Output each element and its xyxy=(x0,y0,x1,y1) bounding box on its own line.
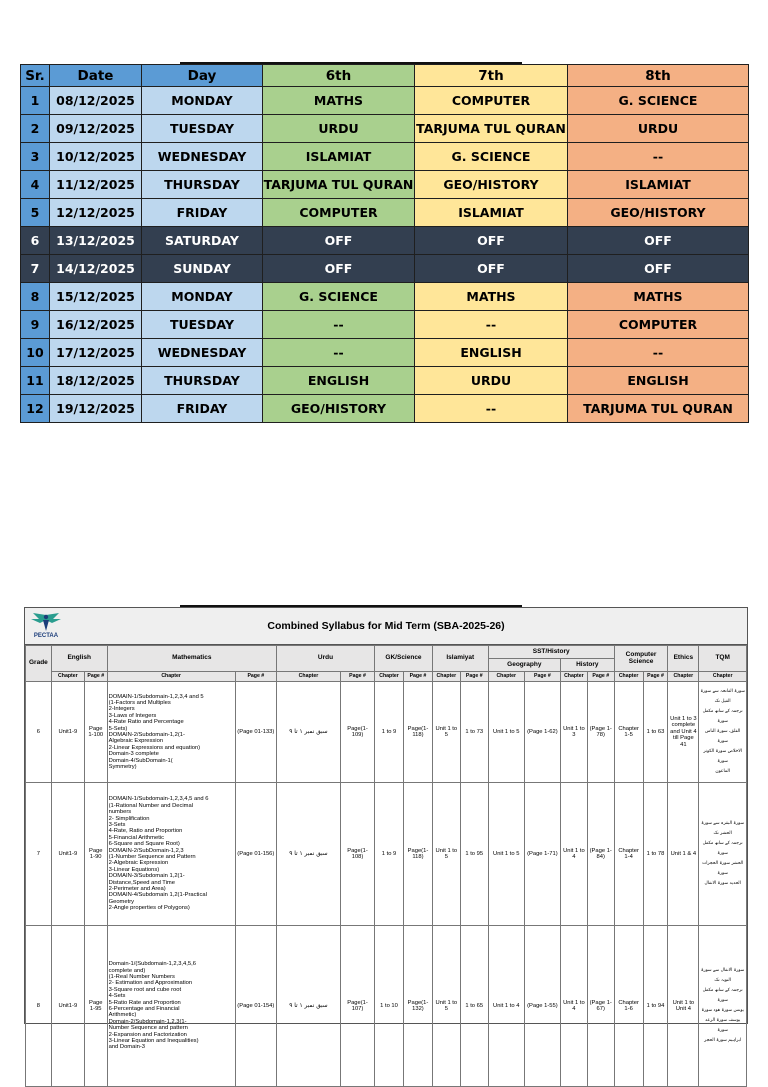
subheader-chapter: Chapter xyxy=(276,672,340,682)
geography-chapter: Unit 1 to 4 xyxy=(488,926,524,1087)
datesheet-header-row xyxy=(21,65,749,87)
header-7th: 7th xyxy=(415,65,568,87)
math-chapter xyxy=(107,682,235,783)
math-chapter-line: DOMAIN-1/Subdomain-1,2,3,4,5 and 6 xyxy=(108,796,209,803)
sr-cell: 12 xyxy=(21,395,50,423)
logo-text: PECTAA xyxy=(33,633,59,639)
day-cell: TUESDAY xyxy=(142,311,263,339)
subheader-chapter: Chapter xyxy=(51,672,84,682)
gk-page: Page(1-118) xyxy=(403,682,432,783)
computer-page: 1 to 94 xyxy=(643,926,668,1087)
datesheet-row xyxy=(21,339,749,367)
math-chapter-line: 3-Linear Equations) xyxy=(108,866,160,873)
day-cell: FRIDAY xyxy=(142,199,263,227)
sr-cell: 2 xyxy=(21,115,50,143)
tqm-line: الاخلاص سورۃ الکوثر سورۃ xyxy=(703,749,743,764)
datesheet-row xyxy=(21,227,749,255)
subheader-page: Page # xyxy=(403,672,432,682)
grade7-subject-cell: G. SCIENCE xyxy=(415,143,568,171)
syllabus-table xyxy=(25,645,747,1087)
islamiyat-chapter: Unit 1 to 5 xyxy=(432,926,460,1087)
history-page: (Page 1-78) xyxy=(587,682,614,783)
geography-page: (Page 1-62) xyxy=(524,682,560,783)
day-cell: WEDNESDAY xyxy=(142,143,263,171)
grade8-subject-cell: TARJUMA TUL QURAN xyxy=(568,395,749,423)
math-chapter-line: Symmetry) xyxy=(108,764,137,771)
math-chapter-line: 4-Rate, Ratio and Proportion xyxy=(108,828,183,835)
date-cell: 18/12/2025 xyxy=(50,367,142,395)
math-page: (Page 01-133) xyxy=(235,682,276,783)
header-6th: 6th xyxy=(263,65,415,87)
math-chapter-line: 5-Financial Arithmetic xyxy=(108,834,165,841)
math-chapter-line: 2-Perimeter and Area) xyxy=(108,886,166,893)
tqm-chapter xyxy=(699,783,747,926)
grade-cell: 7 xyxy=(26,783,52,926)
day-cell: MONDAY xyxy=(142,283,263,311)
subheader-chapter: Chapter xyxy=(668,672,699,682)
math-chapter-line: 6-Percentage and Financial xyxy=(108,1006,180,1012)
header-mathematics: Mathematics xyxy=(107,646,276,672)
syllabus-row xyxy=(26,926,747,1087)
sr-cell: 8 xyxy=(21,283,50,311)
date-cell: 13/12/2025 xyxy=(50,227,142,255)
geography-chapter: Unit 1 to 5 xyxy=(488,783,524,926)
tqm-line: ترجمہ کے ساتھ مکمل سورۃ xyxy=(702,988,743,1003)
math-chapter-line: 3-Sets xyxy=(108,821,126,828)
math-chapter-line: Distance,Speed and Time xyxy=(108,879,175,886)
subheader-page: Page # xyxy=(235,672,276,682)
gk-chapter: 1 to 9 xyxy=(375,682,404,783)
syllabus-body xyxy=(26,682,747,1087)
grade8-subject-cell: GEO/HISTORY xyxy=(568,199,749,227)
math-chapter-line: 2-Expansion and Factorization xyxy=(108,1031,187,1038)
math-chapter-line: 3-Laws of Integers xyxy=(108,712,157,719)
subheader-page: Page # xyxy=(587,672,614,682)
datesheet-row xyxy=(21,311,749,339)
grade7-subject-cell: OFF xyxy=(415,255,568,283)
day-cell: TUESDAY xyxy=(142,115,263,143)
math-chapter-line: (1-Number Sequence and Pattern xyxy=(108,854,196,860)
day-cell: FRIDAY xyxy=(142,395,263,423)
date-cell: 15/12/2025 xyxy=(50,283,142,311)
sr-cell: 6 xyxy=(21,227,50,255)
datesheet-row xyxy=(21,143,749,171)
islamiyat-page: 1 to 73 xyxy=(460,682,488,783)
subheader-chapter: Chapter xyxy=(560,672,587,682)
ethics-chapter: Unit 1 & 4 xyxy=(668,783,699,926)
grade6-subject-cell: ENGLISH xyxy=(263,367,415,395)
grade6-subject-cell: COMPUTER xyxy=(263,199,415,227)
grade-cell: 8 xyxy=(26,926,52,1087)
math-chapter-line: Geometry xyxy=(108,898,135,905)
subheader-page: Page # xyxy=(460,672,488,682)
grade7-subject-cell: GEO/HISTORY xyxy=(415,171,568,199)
grade8-subject-cell: URDU xyxy=(568,115,749,143)
tqm-line: یوسف سورۃ الرعد سورۃ xyxy=(705,1018,741,1033)
date-cell: 10/12/2025 xyxy=(50,143,142,171)
subheader-chapter: Chapter xyxy=(107,672,235,682)
math-chapter-line: (1-Real Number Numbers xyxy=(108,973,175,980)
subheader-page: Page # xyxy=(524,672,560,682)
tqm-chapter xyxy=(699,682,747,783)
header-day: Day xyxy=(142,65,263,87)
math-chapter-line: Domain-2/Subdomain-1,2,3(1- xyxy=(108,1018,187,1025)
computer-chapter: Chapter 1-5 xyxy=(614,682,643,783)
history-page: (Page 1-67) xyxy=(587,926,614,1087)
grade7-subject-cell: COMPUTER xyxy=(415,87,568,115)
syllabus-subheader-row xyxy=(26,672,747,682)
date-cell: 09/12/2025 xyxy=(50,115,142,143)
syllabus-title-bar xyxy=(25,608,747,645)
grade7-subject-cell: ENGLISH xyxy=(415,339,568,367)
header-english: English xyxy=(51,646,107,672)
urdu-chapter: سبق نمبر ۱ تا ۹ xyxy=(276,783,340,926)
header-geography: Geography xyxy=(488,659,560,672)
syllabus-row xyxy=(26,682,747,783)
math-chapter-line: 3-Square root and cube root xyxy=(108,986,182,993)
math-chapter-line: 4-Rate Ratio and Percentage xyxy=(108,719,184,726)
computer-chapter: Chapter 1-6 xyxy=(614,926,643,1087)
datesheet-row xyxy=(21,87,749,115)
grade7-subject-cell: TARJUMA TUL QURAN xyxy=(415,115,568,143)
islamiyat-page: 1 to 65 xyxy=(460,926,488,1087)
grade6-subject-cell: OFF xyxy=(263,255,415,283)
math-chapter-line: (1-Factors and Multiples xyxy=(108,699,171,706)
tqm-line: سورۃ الانفال سے سورۃ التوبہ تک xyxy=(700,968,745,983)
tqm-line: ترجمہ کے ساتھ مکمل سورۃ xyxy=(702,709,743,724)
math-chapter-line: complete and) xyxy=(108,967,146,974)
math-chapter xyxy=(107,783,235,926)
geography-page: (Page 1-71) xyxy=(524,783,560,926)
computer-page: 1 to 78 xyxy=(643,783,668,926)
grade6-subject-cell: OFF xyxy=(263,227,415,255)
tqm-line: الفلق، سورۃ الناس سورۃ xyxy=(705,729,741,744)
day-cell: MONDAY xyxy=(142,87,263,115)
grade8-subject-cell: MATHS xyxy=(568,283,749,311)
header-ethics: Ethics xyxy=(668,646,699,672)
header-date: Date xyxy=(50,65,142,87)
islamiyat-page: 1 to 95 xyxy=(460,783,488,926)
ethics-chapter: Unit 1 to Unit 4 xyxy=(668,926,699,1087)
tqm-line: ترجمہ کے ساتھ مکمل سورۃ xyxy=(702,841,743,856)
english-page: Page 1-95 xyxy=(84,926,107,1087)
grade6-subject-cell: GEO/HISTORY xyxy=(263,395,415,423)
math-chapter xyxy=(107,926,235,1087)
sr-cell: 11 xyxy=(21,367,50,395)
tqm-line: سورۃ البقرہ سے سورۃ الحشر تک xyxy=(701,821,745,836)
datesheet-row xyxy=(21,367,749,395)
datesheet-row xyxy=(21,171,749,199)
math-chapter-line: Arithmetic) xyxy=(108,1012,137,1019)
grade6-subject-cell: ISLAMIAT xyxy=(263,143,415,171)
math-chapter-line: (1-Rational Number and Decimal xyxy=(108,802,194,809)
math-chapter-line: 2-Angle properties of Polygons) xyxy=(108,905,190,912)
history-chapter: Unit 1 to 4 xyxy=(560,783,587,926)
math-chapter-line: Number Sequence and pattern xyxy=(108,1025,188,1032)
grade8-subject-cell: -- xyxy=(568,143,749,171)
math-chapter-line: Algebraic Expression xyxy=(108,738,164,745)
grade7-subject-cell: ISLAMIAT xyxy=(415,199,568,227)
date-cell: 16/12/2025 xyxy=(50,311,142,339)
header-computer-science: Computer Science xyxy=(614,646,668,672)
english-page: Page 1-100 xyxy=(84,682,107,783)
math-chapter-line: 4-Sets xyxy=(108,993,126,1000)
header-tqm: TQM xyxy=(699,646,747,672)
datesheet-row xyxy=(21,395,749,423)
tqm-line: سورۃ الفاتحہ سے سورۃ الفیل تک xyxy=(700,689,745,704)
grade6-subject-cell: TARJUMA TUL QURAN xyxy=(263,171,415,199)
grade8-subject-cell: ISLAMIAT xyxy=(568,171,749,199)
geography-page: (Page 1-55) xyxy=(524,926,560,1087)
grade8-subject-cell: G. SCIENCE xyxy=(568,87,749,115)
header-grade: Grade xyxy=(26,646,52,682)
tqm-line: الحشر سورۃ الحجرات سورۃ xyxy=(702,861,744,876)
islamiyat-chapter: Unit 1 to 5 xyxy=(432,682,460,783)
history-page: (Page 1-84) xyxy=(587,783,614,926)
header-sr: Sr. xyxy=(21,65,50,87)
grade6-subject-cell: G. SCIENCE xyxy=(263,283,415,311)
english-chapter: Unit1-9 xyxy=(51,682,84,783)
math-chapter-line: DOMAIN-3/Subdomain 1,2(1- xyxy=(108,873,185,880)
math-chapter-line: 2- Simplification xyxy=(108,815,150,822)
grade6-subject-cell: -- xyxy=(263,339,415,367)
urdu-page: Page(1-107) xyxy=(340,926,374,1087)
history-chapter: Unit 1 to 3 xyxy=(560,682,587,783)
gk-page: Page(1-118) xyxy=(403,783,432,926)
subheader-chapter: Chapter xyxy=(488,672,524,682)
tqm-line: یونس سورۃ ھود سورۃ xyxy=(701,1008,744,1013)
math-chapter-line: DOMAIN-4/Subdomain 1,2(1-Practical xyxy=(108,892,207,899)
urdu-page: Page(1-108) xyxy=(340,783,374,926)
sr-cell: 5 xyxy=(21,199,50,227)
day-cell: WEDNESDAY xyxy=(142,339,263,367)
urdu-chapter: سبق نمبر ۱ تا ۹ xyxy=(276,926,340,1087)
tqm-chapter xyxy=(699,926,747,1087)
math-chapter-line: Domain-4/SubDomain-1( xyxy=(108,757,173,764)
syllabus-title: Combined Syllabus for Mid Term (SBA-2025-26) xyxy=(267,620,505,632)
grade7-subject-cell: URDU xyxy=(415,367,568,395)
sr-cell: 10 xyxy=(21,339,50,367)
grade7-subject-cell: -- xyxy=(415,311,568,339)
gk-page: Page(1-132) xyxy=(403,926,432,1087)
subheader-chapter: Chapter xyxy=(432,672,460,682)
geography-chapter: Unit 1 to 5 xyxy=(488,682,524,783)
sr-cell: 4 xyxy=(21,171,50,199)
sr-cell: 3 xyxy=(21,143,50,171)
tqm-line: الماعون xyxy=(715,769,730,774)
grade6-subject-cell: -- xyxy=(263,311,415,339)
datesheet-row xyxy=(21,283,749,311)
gk-chapter: 1 to 9 xyxy=(375,783,404,926)
header-history: History xyxy=(560,659,614,672)
day-cell: SATURDAY xyxy=(142,227,263,255)
grade6-subject-cell: URDU xyxy=(263,115,415,143)
math-chapter-line: 5-Ratio Rate and Proportion xyxy=(108,999,181,1006)
date-cell: 19/12/2025 xyxy=(50,395,142,423)
math-chapter-line: numbers xyxy=(108,809,132,816)
computer-chapter: Chapter 1-4 xyxy=(614,783,643,926)
subheader-chapter: Chapter xyxy=(375,672,404,682)
grade7-subject-cell: -- xyxy=(415,395,568,423)
math-chapter-line: DOMAIN-2/Subdomain-1,2(1- xyxy=(108,732,185,738)
history-chapter: Unit 1 to 4 xyxy=(560,926,587,1087)
math-chapter-line: Domain-1/(Subdomain-1,2,3,4,5,6 xyxy=(108,961,196,968)
ethics-chapter: Unit 1 to 3 complete and Unit 4 till Page 41 xyxy=(668,682,699,783)
urdu-chapter: سبق نمبر ۱ تا ۹ xyxy=(276,682,340,783)
sr-cell: 7 xyxy=(21,255,50,283)
header-sst-history: SST/History xyxy=(488,646,614,659)
math-chapter-line: Domain-3 complete xyxy=(108,751,159,758)
grade8-subject-cell: ENGLISH xyxy=(568,367,749,395)
subheader-chapter: Chapter xyxy=(699,672,747,682)
math-chapter-line: 2- Estimation and Approximation xyxy=(108,980,193,987)
math-chapter-line: 2-Linear Expressions and equation) xyxy=(108,744,201,751)
urdu-page: Page(1-109) xyxy=(340,682,374,783)
datesheet-row xyxy=(21,255,749,283)
sr-cell: 1 xyxy=(21,87,50,115)
grade8-subject-cell: COMPUTER xyxy=(568,311,749,339)
grade6-subject-cell: MATHS xyxy=(263,87,415,115)
tqm-line: الحدید سورۃ الانفال xyxy=(704,881,741,886)
syllabus-row xyxy=(26,783,747,926)
grade7-subject-cell: OFF xyxy=(415,227,568,255)
date-cell: 11/12/2025 xyxy=(50,171,142,199)
math-chapter-line: 2-Integers xyxy=(108,706,135,713)
computer-page: 1 to 63 xyxy=(643,682,668,783)
grade8-subject-cell: -- xyxy=(568,339,749,367)
header-8th: 8th xyxy=(568,65,749,87)
syllabus-sheet xyxy=(24,607,748,1051)
day-cell: THURSDAY xyxy=(142,367,263,395)
math-page: (Page 01-154) xyxy=(235,926,276,1087)
gk-chapter: 1 to 10 xyxy=(375,926,404,1087)
date-cell: 08/12/2025 xyxy=(50,87,142,115)
english-chapter: Unit1-9 xyxy=(51,926,84,1087)
math-chapter-line: DOMAIN-2/SubDomain-1,2,3 xyxy=(108,847,184,854)
datesheet-table xyxy=(20,64,749,423)
math-chapter-line: DOMAIN-1/Subdomain-1,2,3,4 and 5 xyxy=(108,693,204,700)
datesheet-row xyxy=(21,199,749,227)
datesheet-body xyxy=(21,87,749,423)
grade-cell: 6 xyxy=(26,682,52,783)
english-chapter: Unit1-9 xyxy=(51,783,84,926)
subheader-page: Page # xyxy=(340,672,374,682)
header-gk-science: GK/Science xyxy=(375,646,433,672)
date-cell: 17/12/2025 xyxy=(50,339,142,367)
grade7-subject-cell: MATHS xyxy=(415,283,568,311)
math-chapter-line: 3-Linear Equation and Inequalities) xyxy=(108,1038,199,1045)
date-cell: 12/12/2025 xyxy=(50,199,142,227)
subheader-chapter: Chapter xyxy=(614,672,643,682)
math-chapter-line: 2-Algebraic Expression xyxy=(108,860,169,867)
header-urdu: Urdu xyxy=(276,646,374,672)
math-page: (Page 01-156) xyxy=(235,783,276,926)
grade8-subject-cell: OFF xyxy=(568,227,749,255)
english-page: Page 1-90 xyxy=(84,783,107,926)
math-chapter-line: 6-Square and Square Root) xyxy=(108,841,180,848)
math-chapter-line: 5-Sets) xyxy=(108,725,128,732)
subheader-page: Page # xyxy=(84,672,107,682)
math-chapter-line: and Domain-3 xyxy=(108,1044,146,1051)
header-islamiyat: Islamiyat xyxy=(432,646,488,672)
tqm-line: ابراہیم سورۃ الحجر xyxy=(704,1038,742,1043)
date-cell: 14/12/2025 xyxy=(50,255,142,283)
islamiyat-chapter: Unit 1 to 5 xyxy=(432,783,460,926)
subheader-page: Page # xyxy=(643,672,668,682)
datesheet-row xyxy=(21,115,749,143)
day-cell: SUNDAY xyxy=(142,255,263,283)
sr-cell: 9 xyxy=(21,311,50,339)
syllabus-header-row-1 xyxy=(26,646,747,659)
grade8-subject-cell: OFF xyxy=(568,255,749,283)
day-cell: THURSDAY xyxy=(142,171,263,199)
